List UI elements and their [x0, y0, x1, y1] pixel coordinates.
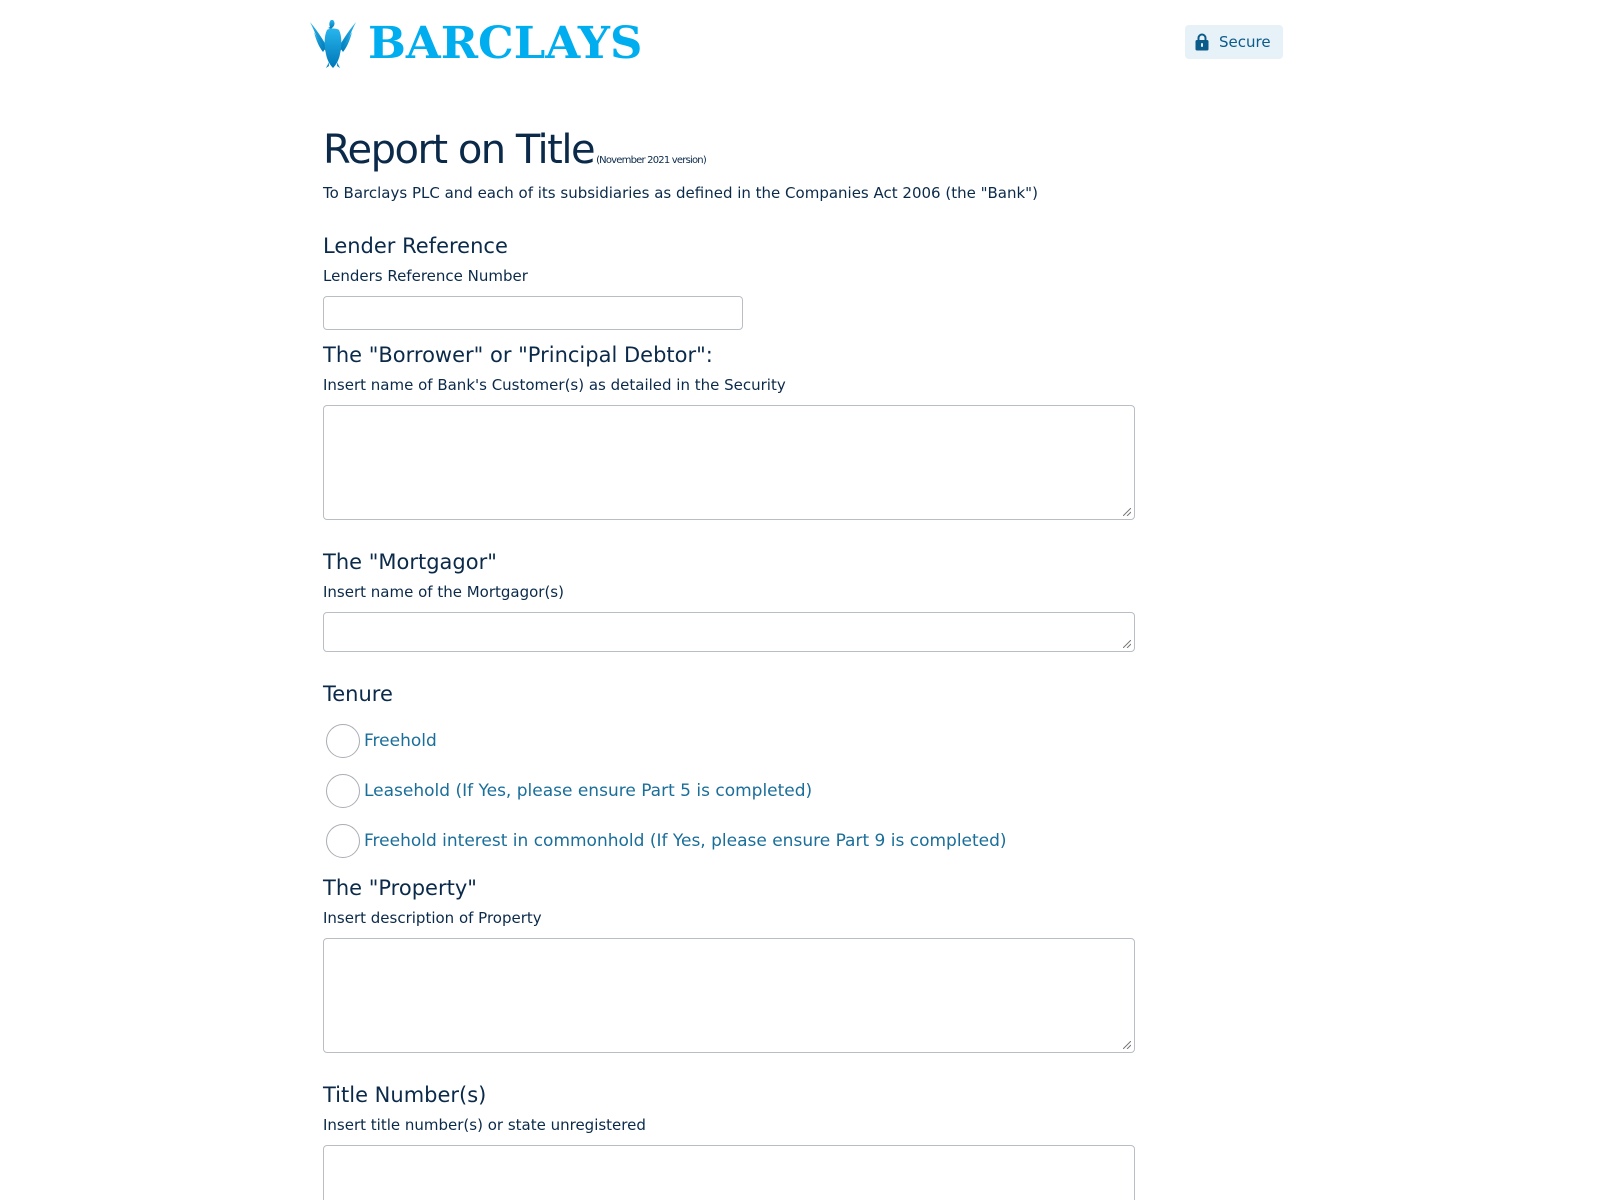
mortgagor-section: [323, 548, 1135, 652]
leasehold-label[interactable]: Leasehold (If Yes, please ensure Part 5 is completed): [364, 781, 813, 801]
brand-name: BARCLAYS: [368, 18, 643, 69]
leasehold-radio[interactable]: [326, 774, 360, 808]
borrower-section: [323, 341, 1135, 520]
property-label: Insert description of Property: [323, 909, 542, 927]
mortgagor-label: Insert name of the Mortgagor(s): [323, 583, 564, 601]
resize-grip-icon[interactable]: [1123, 640, 1131, 648]
tenure-option-freehold[interactable]: [323, 722, 1007, 760]
tenure-option-commonhold[interactable]: [323, 822, 1007, 860]
title-numbers-section: [323, 1081, 1135, 1200]
property-textarea[interactable]: [323, 938, 1135, 1053]
lender-reference-section: [323, 232, 743, 330]
header: [0, 0, 1600, 90]
title-numbers-textarea[interactable]: [323, 1145, 1135, 1200]
page-subtitle: To Barclays PLC and each of its subsidiaries as defined in the Companies Act 2006 (the "Bank"): [323, 184, 1038, 202]
resize-grip-icon[interactable]: [1123, 1041, 1131, 1049]
lender-reference-heading: Lender Reference: [323, 234, 508, 258]
title-numbers-label: Insert title number(s) or state unregistered: [323, 1116, 646, 1134]
mortgagor-textarea[interactable]: [323, 612, 1135, 652]
lock-icon: [1195, 33, 1209, 51]
borrower-label: Insert name of Bank's Customer(s) as detailed in the Security: [323, 376, 786, 394]
tenure-section: [323, 680, 1007, 860]
borrower-textarea[interactable]: [323, 405, 1135, 520]
property-heading: The "Property": [323, 876, 477, 900]
resize-grip-icon[interactable]: [1123, 508, 1131, 516]
title-row: [323, 120, 1038, 174]
barclays-logo[interactable]: [308, 18, 643, 70]
mortgagor-heading: The "Mortgagor": [323, 550, 497, 574]
secure-badge: [1185, 25, 1283, 59]
property-section: [323, 874, 1135, 1053]
eagle-logo-icon: [308, 18, 358, 70]
title-numbers-heading: Title Number(s): [323, 1083, 487, 1107]
commonhold-label[interactable]: Freehold interest in commonhold (If Yes, please ensure Part 9 is completed): [364, 831, 1007, 851]
freehold-radio[interactable]: [326, 724, 360, 758]
tenure-option-leasehold[interactable]: [323, 772, 1007, 810]
tenure-heading: Tenure: [323, 682, 393, 706]
lender-reference-label: Lenders Reference Number: [323, 267, 528, 285]
commonhold-radio[interactable]: [326, 824, 360, 858]
page-title: Report on Title: [323, 127, 595, 173]
freehold-label[interactable]: Freehold: [364, 731, 437, 751]
lender-reference-input[interactable]: [323, 296, 743, 330]
version-note: (November 2021 version): [596, 155, 706, 166]
borrower-heading: The "Borrower" or "Principal Debtor":: [323, 343, 713, 367]
secure-label: Secure: [1219, 33, 1271, 51]
